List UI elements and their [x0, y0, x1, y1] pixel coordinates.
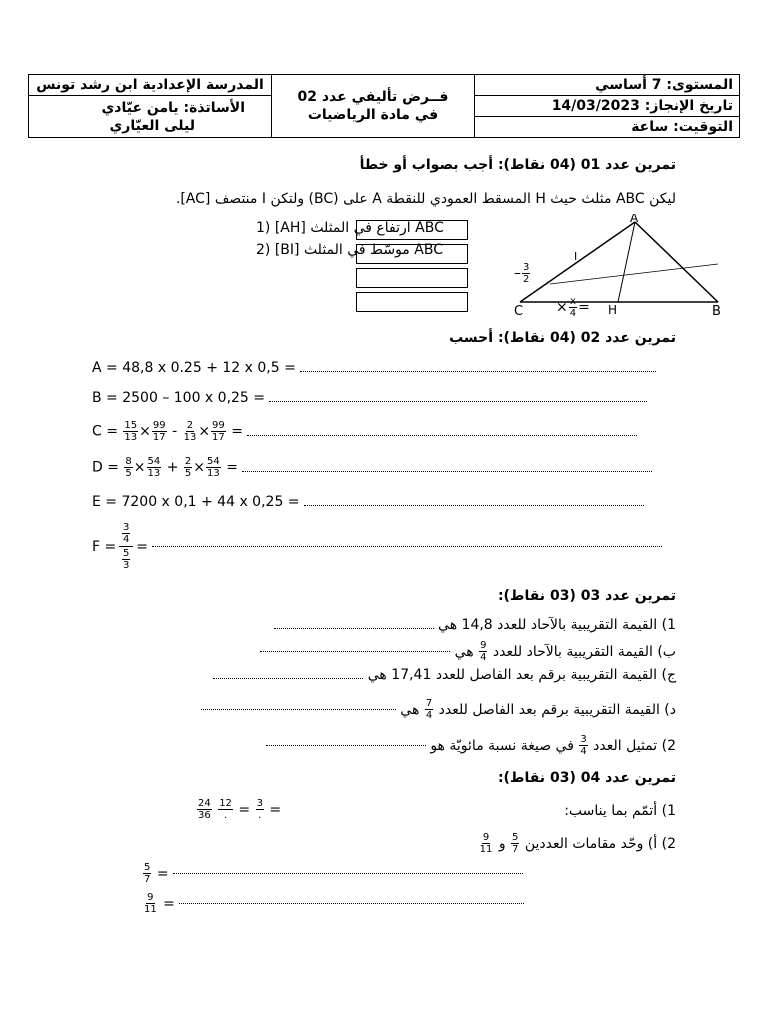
- label-C: C: [514, 304, 524, 319]
- ex1-item2: 2) [BI] موسّط في المثلث ABC: [256, 242, 443, 258]
- label-H: H: [608, 303, 618, 317]
- ex4-equation: $\frac{24}{36}$ $\frac{12}{.}$ = $\frac{3}{.}$ =: [198, 798, 282, 821]
- ex1-statement: ليكن ABC مثلث حيث H المسقط العمودي للنقطة A على (BC) ولتكن I منتصف [AC].: [175, 191, 676, 207]
- ex1-item1: 1) [AH] ارتفاع في المثلث ABC: [256, 220, 444, 236]
- ex3-title: تمرين عدد 03 (03 نقاط):: [497, 588, 676, 604]
- triangle-figure: [500, 214, 740, 320]
- level: المستوى: 7 أساسي: [595, 77, 733, 93]
- label-B: B: [712, 304, 721, 319]
- calc-E: E = 7200 x 0,1 + 44 x 0,25 =: [92, 494, 644, 510]
- label-A: A: [630, 214, 639, 225]
- answer-box-1[interactable]: [356, 220, 468, 240]
- teacher-1: الأساتذة: يامن عيّادي: [101, 99, 245, 116]
- ex4-answer-b: $\frac{9}{11}$ =: [142, 892, 524, 915]
- ex3-c: ج) القيمة التقريبية برقم بعد الفاصل للعدد 17,41 هي: [213, 667, 676, 683]
- ex4-item1: 1) أتمّم بما يناسب:: [564, 803, 676, 819]
- time-cell: [475, 117, 740, 138]
- ex3-d: د) القيمة التقريبية برقم بعد الفاصل للعدد $\frac{7}{4}$ هي: [201, 698, 676, 721]
- exam-title: فــرض تأليفي عدد 02: [297, 89, 449, 105]
- ex1-item3: – $\frac{3}{2}$: [514, 262, 530, 285]
- label-I: I: [574, 250, 578, 263]
- ex3-a: 1) القيمة التقريبية بالآحاد للعدد 14,8 هي: [274, 617, 676, 633]
- ex2-title: تمرين عدد 02 (04 نقاط): أحسب: [449, 330, 676, 346]
- ex4-title: تمرين عدد 04 (03 نقاط):: [497, 770, 676, 786]
- ex3-b: ب) القيمة التقريبية بالآحاد للعدد $\frac{9}{4}$ هي: [260, 640, 676, 663]
- date-cell: [475, 96, 740, 117]
- calc-A: A = 48,8 x 0.25 + 12 x 0,5 =: [92, 360, 656, 376]
- calc-D: D = $\frac{8}{5}$ × $\frac{54}{13}$ + $\frac{2}{5}$ × $\frac{54}{13}$ =: [92, 456, 652, 479]
- compound-fraction: $\frac{3}{4}$ $\frac{5}{3}$: [119, 522, 133, 571]
- exam-time: التوقيت: ساعة: [631, 119, 733, 135]
- exam-date: تاريخ الإنجاز: 14/03/2023: [551, 98, 733, 114]
- calc-F: F = $\frac{3}{4}$ $\frac{5}{3}$ =: [92, 522, 662, 571]
- title-cell: [272, 75, 475, 138]
- calc-C: C = $\frac{15}{13}$ × $\frac{99}{17}$ - $\frac{2}{13}$ × $\frac{99}{17}$ =: [92, 420, 637, 443]
- answer-box-4[interactable]: [356, 292, 468, 312]
- calc-B: B = 2500 – 100 x 0,25 =: [92, 390, 647, 406]
- level-cell: [475, 75, 740, 96]
- answer-box-2[interactable]: [356, 244, 468, 264]
- school-name: المدرسة الإعدادية ابن رشد تونس: [36, 77, 264, 93]
- teacher-2: ليلى العيّاري: [109, 117, 195, 134]
- answer-box-3[interactable]: [356, 268, 468, 288]
- ex4-item2: 2) أ) وحّد مقامات العددين $\frac{5}{7}$ و $\frac{9}{11}$: [479, 832, 676, 855]
- teachers-cell: [29, 96, 272, 138]
- header-table: [28, 74, 740, 138]
- exam-subject: في مادة الرياضيات: [307, 107, 439, 123]
- ex1-item4: × $\frac{x}{4}$ =: [556, 296, 590, 319]
- ex4-answer-a: $\frac{5}{7}$ =: [142, 862, 523, 885]
- school-cell: [29, 75, 272, 96]
- ex1-title: تمرين عدد 01 (04 نقاط): أجب بصواب أو خطأ: [359, 157, 676, 173]
- ex3-e: 2) تمثيل العدد $\frac{3}{4}$ في صيغة نسبة مائويّة هو: [266, 734, 676, 757]
